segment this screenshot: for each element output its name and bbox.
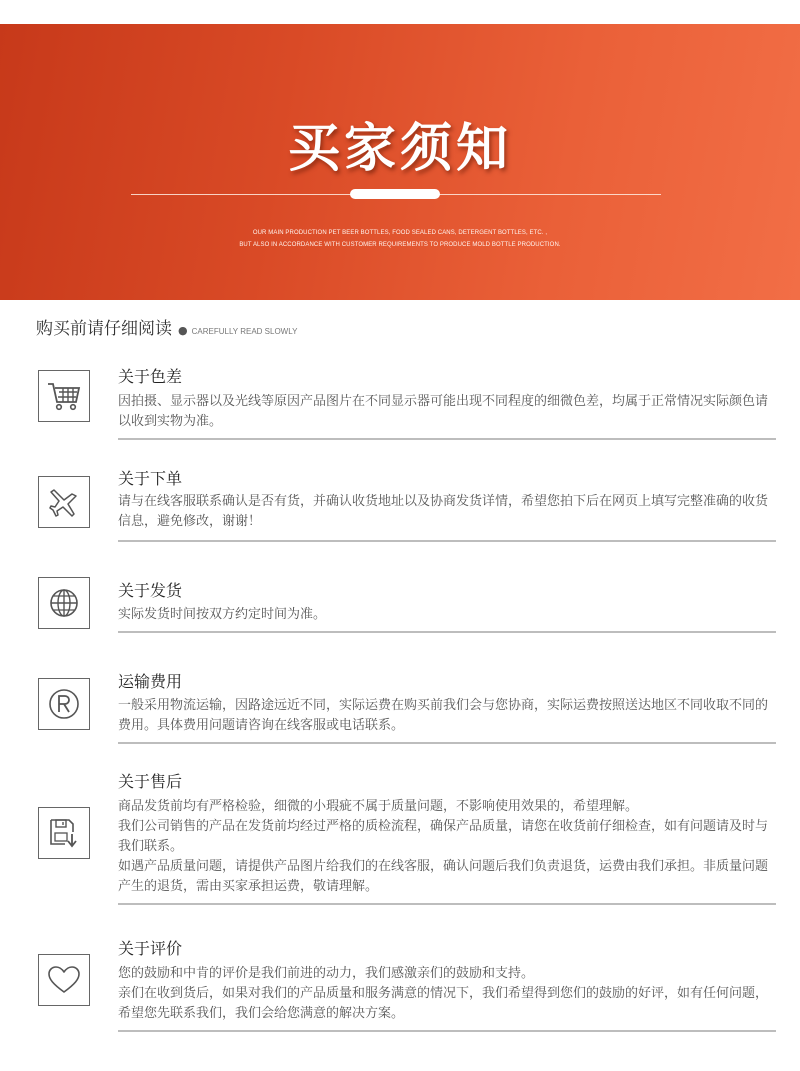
- shopping-cart-icon: [38, 370, 90, 422]
- notice-body: [118, 492, 778, 532]
- banner-divider-pill: [350, 189, 440, 199]
- registered-icon: [38, 678, 90, 730]
- notice-title: 关于发货: [118, 581, 183, 600]
- divider: [118, 903, 776, 905]
- bullet-dot: ●: [178, 324, 188, 337]
- header-banner: [0, 24, 800, 300]
- notice-text: 我们公司销售的产品在发货前均经过严格的质检流程，确保产品质量，请您在收货前仔细检查，如有问题请及时与我们联系。: [118, 819, 769, 854]
- notice-title: 运输费用: [118, 672, 183, 691]
- notice-body: [118, 605, 778, 625]
- divider: [118, 1030, 776, 1032]
- notice-text: 实际发货时间按双方约定时间为准。: [118, 607, 327, 622]
- notice-title: 关于下单: [118, 469, 183, 488]
- notice-body: [118, 696, 778, 736]
- banner-subtitle-line1: OUR MAIN PRODUCTION PET BEER BOTTLES, FOOD SEALED CANS, DETERGENT BOTTLES, ETC. ,: [252, 230, 548, 236]
- divider: [118, 438, 776, 440]
- notice-title: 关于售后: [118, 772, 183, 791]
- notice-body: [118, 964, 778, 1024]
- floppy-download-icon: [38, 807, 90, 859]
- heart-icon: [38, 954, 90, 1006]
- notice-text: 一般采用物流运输，因路途远近不同，实际运费在购买前我们会与您协商，实际运费按照送达地区不同收取不同的费用。具体费用问题请咨询在线客服或电话联系。: [118, 698, 769, 733]
- notice-title: 关于色差: [118, 367, 183, 386]
- notice-text: 如遇产品质量问题，请提供产品图片给我们的在线客服，确认问题后我们负责退货，运费由我们承担。非质量问题产生的退货，需由买家承担运费，敬请理解。: [118, 859, 769, 894]
- notice-text: 请与在线客服联系确认是否有货，并确认收货地址以及协商发货详情，希望您拍下后在网页上填写完整准确的收货信息，避免修改，谢谢！: [118, 494, 769, 529]
- banner-subtitle-line2: BUT ALSO IN ACCORDANCE WITH CUSTOMER REQUIREMENTS TO PRODUCE MOLD BOTTLE PRODUCTION.: [239, 242, 561, 248]
- section-heading: [36, 314, 297, 338]
- section-subtitle: CAREFULLY READ SLOWLY: [191, 327, 298, 336]
- section-title: 购买前请仔细阅读: [36, 319, 172, 339]
- banner-title: 买家须知: [287, 118, 512, 179]
- notice-title: 关于评价: [118, 939, 183, 958]
- notice-text: 亲们在收到货后，如果对我们的产品质量和服务满意的情况下，我们希望得到您们的鼓励的好评，如有任何问题，希望您先联系我们，我们会给您满意的解决方案。: [118, 986, 769, 1021]
- notice-body: [118, 797, 778, 897]
- globe-icon: [38, 577, 90, 629]
- notice-text: 因拍摄、显示器以及光线等原因产品图片在不同显示器可能出现不同程度的细微色差，均属于正常情况实际颜色请以收到实物为准。: [118, 394, 769, 429]
- notice-text: 商品发货前均有严格检验，细微的小瑕疵不属于质量问题，不影响使用效果的，希望理解。: [118, 799, 639, 814]
- divider: [118, 540, 776, 542]
- airplane-icon: [38, 476, 90, 528]
- divider: [118, 631, 776, 633]
- notice-text: 您的鼓励和中肯的评价是我们前进的动力，我们感激亲们的鼓励和支持。: [118, 966, 535, 981]
- notice-body: [118, 392, 778, 432]
- divider: [118, 742, 776, 744]
